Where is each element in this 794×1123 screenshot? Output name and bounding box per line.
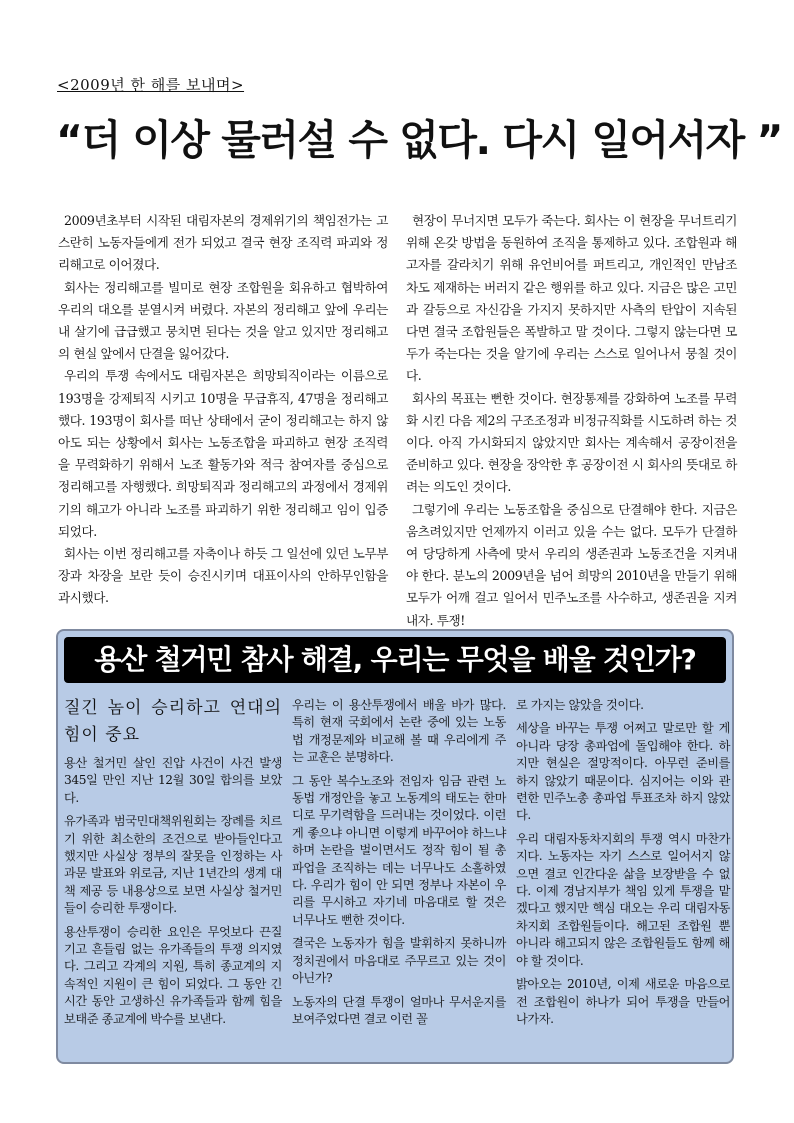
paragraph: 우리 대림자동차지회의 투쟁 역시 마찬가지다. 노동자는 자기 스스로 일어서지 않으면 결코 인간다운 삶을 보장받을 수 없다. 이제 경남지부가 책임 있게 투쟁을 맡겠다고 했지만 핵심 대오는 우리 대림자동차지회 조합원들이다. 해고된 조합원 뿐 아니라 해고되지 않은 조합원들도 함께 해야 할 것이다. — [516, 831, 730, 968]
article-right-column — [406, 210, 737, 632]
paragraph: 회사의 목표는 뻔한 것이다. 현장통제를 강화하여 노조를 무력화 시킨 다음 제2의 구조조정과 비정규직화를 시도하려 하는 것이다. 아직 가시화되지 않았지만 회사는 계속해서 공장이전을 준비하고 있다. 현장을 장악한 후 공장이전 시 회사의 뜻대로 하려는 의도인 것이다. — [406, 390, 737, 495]
paragraph: 회사는 이번 정리해고를 자축이나 하듯 그 일선에 있던 노무부장과 차장을 보란 듯이 승진시키며 대표이사의 안하무인함을 과시했다. — [58, 546, 388, 606]
paragraph: 세상을 바꾸는 투쟁 어쩌고 말로만 할 게 아니라 당장 총파업에 돌입해야 한다. 하지만 현실은 절망적이다. 아무런 준비를 하지 않았기 때문이다. 심지어는 이와 관련한 민주노총 총파업 투표조차 하지 않았다. — [516, 721, 730, 823]
headline: “더 이상 물러설 수 없다. 다시 일어서자 ” — [56, 116, 782, 164]
paragraph: 그렇기에 우리는 노동조합을 중심으로 단결해야 한다. 지금은 움츠려있지만 언제까지 이러고 있을 수는 없다. 모두가 단결하여 당당하게 사측에 맞서 우리의 생존권과 노동조건을 지켜내야 한다. 분노의 2009년을 넘어 희망의 2010년을 만들기 위해 모두가 어깨 걸고 일어서 민주노조를 사수하고, 생존권을 지켜내자. 투쟁! — [406, 501, 737, 628]
paragraph: 결국은 노동자가 힘을 발휘하지 못하니까 정치권에서 마음대로 주무르고 있는 것이 아닌가? — [292, 936, 506, 986]
paragraph: 회사는 정리해고를 빌미로 현장 조합원을 회유하고 협박하여 우리의 대오를 분열시켜 버렸다. 자본의 정리해고 앞에 우리는 내 살기에 급급했고 뭉치면 된다는 것을 알고 있지만 정리해고의 현실 앞에서 단결을 잃어갔다. — [58, 279, 388, 362]
paragraph: 용산 철거민 살인 진압 사건이 사건 발생 345일 만인 지난 12월 30일 합의를 보았다. — [64, 756, 282, 805]
feature-subheading: 질긴 놈이 승리하고 연대의 힘이 중요 — [64, 698, 282, 745]
article-left-column — [58, 210, 388, 610]
paragraph: 우리의 투쟁 속에서도 대림자본은 희망퇴직이라는 이름으로 193명을 강제퇴직 시키고 10명을 무급휴직, 47명을 정리해고 했다. 193명이 회사를 떠난 상태에서 굳이 정리해고는 하지 않아도 되는 상황에서 회사는 노동조합을 파괴하고 현장 조직력을 무력화하기 위해서 노조 활동가와 적극 참여자를 중심으로 정리해고를 자행했다. 희망퇴직과 정리해고의 과정에서 경제위기의 해고가 아니라 노조를 파괴하기 위한 정리해고 임이 입증 되었다. — [58, 368, 388, 539]
paragraph: 유가족과 범국민대책위원회는 장례를 치르기 위한 최소한의 조건으로 받아들인다고 했지만 사실상 정부의 잘못을 인정하는 사과문 발표와 위로금, 지난 1년간의 생계 대책 제공 등 내용상으로 보면 사실상 철거민들이 승리한 투쟁이다. — [64, 814, 282, 916]
feature-column-3 — [516, 697, 730, 1034]
paragraph: 2009년초부터 시작된 대림자본의 경제위기의 책임전가는 고스란히 노동자들에게 전가 되었고 결국 현장 조직력 파괴와 정리해고로 이어졌다. — [58, 213, 388, 273]
feature-title: 용산 철거민 참사 해결, 우리는 무엇을 배울 것인가? — [64, 637, 726, 683]
paragraph: 밝아오는 2010년, 이제 새로운 마음으로 전 조합원이 하나가 되어 투쟁을 만들어 나가자. — [516, 977, 730, 1026]
section-kicker: <2009년 한 해를 보내며> — [57, 76, 245, 94]
yongsan-feature-box — [56, 629, 734, 1064]
feature-column-2 — [292, 697, 506, 1034]
feature-column-1 — [64, 695, 282, 1034]
paragraph: 그 동안 복수노조와 전임자 임금 관련 노동법 개정안을 놓고 노동계의 태도는 한마디로 무기력함을 드러내는 것이었다. 이런 게 좋으냐 아니면 이렇게 바꾸어야 하느냐 하며 논란을 벌이면서도 정작 힘이 될 총파업을 조직하는 데는 너무나도 소홀하였다. 우리가 힘이 안 되면 정부나 자본이 우리를 무시하고 자기네 마음대로 할 것은 너무나도 뻔한 것이다. — [292, 773, 506, 927]
paragraph: 로 가지는 않았을 것이다. — [516, 698, 644, 712]
paragraph: 현장이 무너지면 모두가 죽는다. 회사는 이 현장을 무너트리기 위해 온갖 방법을 동원하여 조직을 통제하고 있다. 조합원과 해고자를 갈라치기 위해 유언비어를 퍼트리고, 개인적인 만남조차도 제재하는 버러지 같은 행위를 하고 있다. 지금은 많은 고민과 갈등으로 자신감을 가지지 못하지만 사측의 탄압이 지속된다면 결국 조합원들은 폭발하고 말 것이다. 그렇지 않는다면 모두가 죽는다는 것을 알기에 우리는 스스로 일어나서 뭉칠 것이다. — [406, 213, 737, 384]
paragraph: 용산투쟁이 승리한 요인은 무엇보다 끈질기고 흔들림 없는 유가족들의 투쟁 의지였다. 그리고 각계의 지원, 특히 종교계의 지속적인 지원이 큰 힘이 되었다. 그 동안 긴 시간 동안 고생하신 유가족들과 함께 힘을 보태준 종교계에 박수를 보낸다. — [64, 924, 282, 1026]
paragraph: 노동자의 단결 투쟁이 얼마나 무서운지를 보여주었다면 결코 이런 꼴 — [292, 994, 506, 1026]
paragraph: 우리는 이 용산투쟁에서 배울 바가 많다. 특히 현재 국회에서 논란 중에 있는 노동법 개정문제와 비교해 볼 때 우리에게 주는 교훈은 분명하다. — [292, 698, 506, 765]
